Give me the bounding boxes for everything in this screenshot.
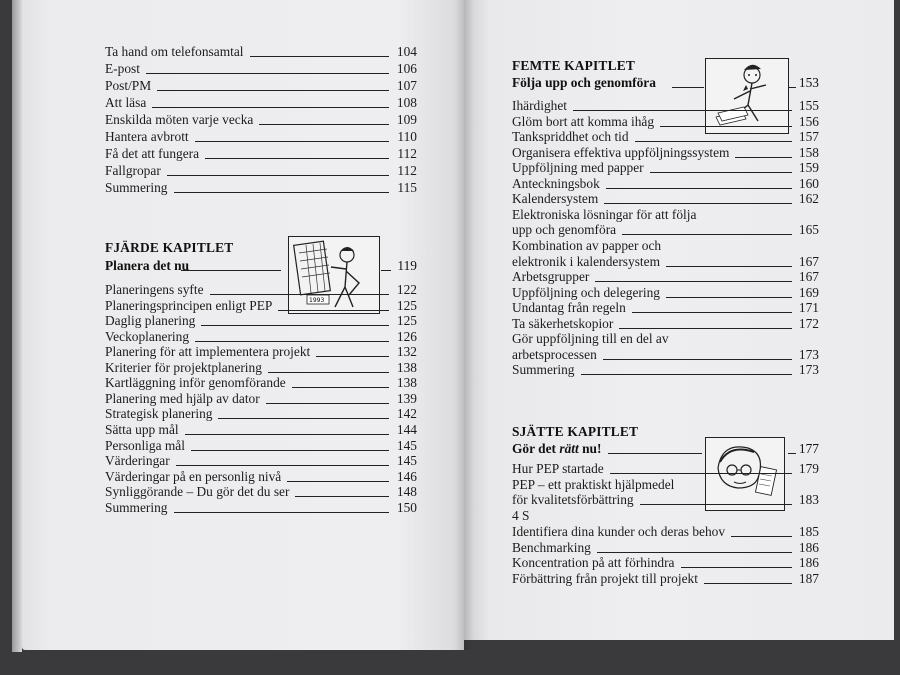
toc-entry-page: 112 [397, 163, 417, 178]
toc-entry-leader [635, 141, 792, 142]
toc-entry [512, 331, 819, 347]
toc-entry-page: 185 [798, 523, 819, 539]
toc-entry-page: 167 [798, 269, 819, 285]
toc-entry-page: 171 [798, 300, 819, 316]
toc-entry-leader [259, 124, 389, 125]
toc-entry-title: Undantag från regeln [512, 300, 626, 316]
toc-entry [512, 129, 819, 145]
chapter-title-4-leader [181, 270, 281, 271]
toc-entry-title: för kvalitetsförbättring [512, 492, 634, 508]
toc-entry-leader [610, 473, 792, 474]
toc-entry-title: arbetsprocessen [512, 346, 597, 362]
toc-entry-leader [681, 567, 793, 568]
toc-entry-page: 159 [798, 160, 819, 176]
toc-entry-page: 173 [798, 346, 819, 362]
chapter-title-6-emph: rätt [559, 441, 579, 456]
toc-entry-page: 132 [396, 344, 417, 360]
toc-entry-page: 138 [396, 375, 417, 391]
toc-entry-page: 110 [397, 129, 417, 144]
toc-entry-leader [201, 325, 389, 326]
toc-entry-title: Sätta upp mål [105, 421, 179, 437]
toc-entry-title: Organisera effektiva uppföljningssystem [512, 144, 730, 160]
toc-entry [105, 500, 417, 516]
toc-entry-leader [731, 536, 792, 537]
toc-entry-leader [660, 126, 792, 127]
toc-entry-title: Anteckningsbok [512, 175, 600, 191]
toc-entry-title: Personliga mål [105, 437, 185, 453]
toc-entry-page: 160 [798, 175, 819, 191]
toc-entry-leader [650, 172, 792, 173]
toc-entry-page: 115 [397, 180, 417, 195]
toc-entry-title: Elektroniska lösningar för att följa [512, 206, 697, 222]
toc-entry [512, 285, 819, 301]
chapter-title-6-prefix: Gör det [512, 441, 560, 456]
toc-entry-title: Koncentration på att förhindra [512, 555, 675, 571]
toc-entry-page: 109 [396, 112, 417, 127]
toc-entry-page: 156 [798, 113, 819, 129]
toc-entry-page: 125 [396, 297, 417, 313]
toc-entry-title: Daglig planering [105, 313, 196, 329]
toc-entry-page: 186 [798, 555, 819, 571]
toc-entry [512, 540, 819, 556]
chapter-heading-4: FJÄRDE KAPITLET [105, 240, 234, 255]
toc-entry [512, 222, 819, 238]
toc-entry-title: Värderingar [105, 453, 170, 469]
toc-entry-leader [152, 107, 389, 108]
toc-entry [105, 406, 417, 422]
toc-entry [512, 362, 819, 378]
toc-entry [512, 508, 819, 524]
toc-entry-title: Att läsa [105, 95, 147, 110]
toc-entry-page: 107 [396, 78, 417, 93]
chapter-title-6-text [512, 441, 601, 457]
toc-entry-title: Förbättring från projekt till projekt [512, 570, 698, 586]
toc-entry-title: upp och genomföra [512, 222, 617, 238]
toc-entry-title: Få det att fungera [105, 146, 200, 161]
toc-entry-leader [597, 552, 792, 553]
toc-entry-title: Planering för att implementera projekt [105, 344, 311, 360]
toc-entry [512, 176, 819, 192]
chapter-title-4-leader-right [381, 270, 391, 271]
toc-entry [512, 269, 819, 285]
toc-entry [512, 191, 819, 207]
toc-entry-page: 162 [798, 191, 819, 207]
toc-entry [512, 254, 819, 270]
toc-entry-page: 104 [396, 44, 417, 59]
toc-entry [105, 360, 417, 376]
toc-entry-page: 158 [798, 144, 819, 160]
toc-entry [105, 282, 417, 298]
toc-entry-title: Veckoplanering [105, 328, 190, 344]
toc-entry-leader [174, 192, 390, 193]
toc-entry-title: Gör uppföljning till en del av [512, 331, 669, 347]
toc-entry-page: 108 [396, 95, 417, 110]
toc-entry-title: 4 S [512, 508, 530, 524]
toc-entry [105, 313, 417, 329]
toc-entry [105, 329, 417, 345]
toc-entry-page: 139 [396, 390, 417, 406]
toc-entry-title: Glöm bort att komma ihåg [512, 113, 655, 129]
toc-entry-title: PEP – ett praktiskt hjälpmedel [512, 476, 675, 492]
chapter-title-4-page: 119 [397, 258, 417, 273]
toc-entry-leader [581, 374, 793, 375]
toc-entry [105, 129, 417, 145]
toc-entry-leader [666, 297, 792, 298]
toc-entry-page: 146 [396, 468, 417, 484]
toc-entry [105, 344, 417, 360]
toc-entry-title: Uppföljning med papper [512, 160, 644, 176]
toc-entry-title: Kartläggning inför genomförande [105, 375, 286, 391]
toc-entry [512, 492, 819, 508]
toc-entry [105, 78, 417, 94]
toc-entry [105, 61, 417, 77]
chapter-title-6-leader-right [788, 453, 796, 454]
toc-entry [512, 524, 819, 540]
toc-entry-page: 148 [396, 484, 417, 500]
toc-entry-leader [619, 328, 792, 329]
toc-entry [105, 95, 417, 111]
toc-entry-title: Post/PM [105, 78, 152, 93]
toc-entry-page: 144 [396, 421, 417, 437]
toc-entry-page: 172 [798, 315, 819, 331]
chapter-heading-5: FEMTE KAPITLET [512, 58, 635, 73]
toc-entry-leader [185, 434, 389, 435]
toc-entry [105, 298, 417, 314]
toc-entry-leader [595, 281, 792, 282]
toc-entry-title: Benchmarking [512, 539, 591, 555]
toc-entry-leader [176, 465, 389, 466]
toc-entry-leader [573, 110, 792, 111]
toc-entry [105, 44, 417, 60]
toc-entry-leader [191, 450, 389, 451]
toc-entry-page: 145 [396, 453, 417, 469]
toc-entry [512, 207, 819, 223]
toc-entry-leader [205, 158, 389, 159]
svg-text:1993: 1993 [309, 297, 325, 304]
toc-entry-title: Uppföljning och delegering [512, 284, 661, 300]
toc-entry-page: 125 [396, 313, 417, 329]
toc-entry-page: 165 [798, 222, 819, 238]
toc-entry [512, 114, 819, 130]
toc-entry-title: Planeringens syfte [105, 282, 204, 297]
toc-entry-leader [292, 387, 389, 388]
toc-entry [105, 453, 417, 469]
toc-entry-title: Kalendersystem [512, 191, 599, 207]
toc-entry [105, 180, 417, 196]
toc-entry-title: elektronik i kalendersystem [512, 253, 660, 269]
toc-entry-page: 169 [798, 284, 819, 300]
toc-entry [105, 375, 417, 391]
toc-entry-page: 157 [798, 129, 819, 145]
toc-entry-leader [603, 359, 792, 360]
chapter-title-5-leader [672, 87, 704, 88]
toc-entry-title: Hantera avbrott [105, 129, 189, 144]
toc-entry-leader [157, 90, 389, 91]
toc-entry-leader [704, 583, 792, 584]
toc-entry-leader [218, 418, 389, 419]
toc-entry-page: 183 [798, 492, 819, 508]
toc-entry-title: Värderingar på en personlig nivå [105, 468, 282, 484]
toc-entry-title: Hur PEP startade [512, 461, 604, 476]
toc-entry [512, 145, 819, 161]
toc-entry-leader [210, 294, 389, 295]
toc-entry-page: 187 [798, 570, 819, 586]
toc-entry-leader [606, 188, 792, 189]
toc-entry-page: 138 [396, 359, 417, 375]
toc-entry [512, 477, 819, 493]
toc-entry [512, 571, 819, 587]
toc-entry-title: E-post [105, 61, 140, 76]
toc-entry-leader [316, 356, 389, 357]
toc-entry-leader [632, 312, 792, 313]
toc-entry [512, 98, 819, 114]
chapter-heading-6: SJÄTTE KAPITLET [512, 424, 639, 439]
chapter-title-6-page: 177 [798, 441, 819, 456]
toc-entry-title: Kriterier för projektplanering [105, 359, 262, 375]
toc-entry-page: 106 [396, 61, 417, 76]
toc-entry-page: 122 [396, 282, 417, 297]
toc-entry-leader [167, 175, 389, 176]
toc-entry [105, 422, 417, 438]
toc-entry-title: Tankspriddhet och tid [512, 129, 629, 145]
toc-entry-page: 186 [798, 539, 819, 555]
toc-entry [105, 146, 417, 162]
toc-entry [105, 112, 417, 128]
chapter-title-6-leader [608, 453, 702, 454]
toc-entry [512, 300, 819, 316]
toc-entry-leader [266, 403, 389, 404]
toc-entry-leader [195, 141, 389, 142]
toc-entry-leader [666, 266, 792, 267]
toc-entry-page: 112 [397, 146, 417, 161]
toc-entry-title: Identifiera dina kunder och deras behov [512, 523, 726, 539]
book-edge [12, 0, 22, 652]
toc-entry-leader [195, 341, 389, 342]
toc-entry-page: 145 [396, 437, 417, 453]
toc-entry-page: 150 [396, 499, 417, 515]
toc-entry-title: Ta hand om telefonsamtal [105, 44, 244, 59]
toc-entry-leader [278, 310, 389, 311]
toc-entry-leader [146, 73, 389, 74]
toc-entry-page: 167 [798, 253, 819, 269]
toc-entry [105, 163, 417, 179]
toc-entry-leader [250, 56, 389, 57]
toc-entry [512, 461, 819, 477]
toc-entry-title: Planeringsprincipen enligt PEP [105, 297, 273, 313]
toc-entry [512, 316, 819, 332]
toc-entry-page: 142 [396, 406, 417, 422]
toc-entry-title: Strategisk planering [105, 406, 213, 422]
toc-entry [105, 469, 417, 485]
toc-entry-leader [622, 234, 792, 235]
toc-entry-title: Ihärdighet [512, 98, 568, 113]
toc-entry-page: 126 [396, 328, 417, 344]
chapter-title-6-suffix: nu! [578, 441, 602, 456]
toc-entry [105, 391, 417, 407]
toc-entry [512, 238, 819, 254]
toc-entry-title: Summering [105, 180, 168, 195]
toc-entry-leader [174, 512, 390, 513]
toc-entry-title: Kombination av papper och [512, 237, 662, 253]
toc-entry-page: 179 [798, 461, 819, 476]
toc-entry-leader [604, 203, 792, 204]
chapter-title-4-text: Planera det nu [105, 258, 190, 273]
toc-entry-leader [268, 372, 389, 373]
toc-entry-leader [287, 481, 389, 482]
toc-entry-title: Planering med hjälp av dator [105, 390, 260, 406]
toc-entry-title: Synliggörande – Du gör det du ser [105, 484, 290, 500]
toc-entry-title: Ta säkerhetskopior [512, 315, 614, 331]
toc-entry-title: Enskilda möten varje vecka [105, 112, 254, 127]
toc-entry [512, 347, 819, 363]
book-gutter [454, 0, 474, 650]
toc-entry-leader [735, 157, 792, 158]
toc-entry-page: 155 [798, 98, 819, 113]
toc-entry-leader [640, 504, 792, 505]
toc-entry [512, 555, 819, 571]
toc-entry-title: Summering [105, 499, 168, 515]
toc-entry [105, 484, 417, 500]
toc-entry-leader [295, 496, 389, 497]
chapter-title-5-text: Följa upp och genomföra [512, 75, 656, 90]
toc-entry-page: 173 [798, 362, 819, 378]
toc-entry [105, 438, 417, 454]
toc-entry-title: Summering [512, 362, 575, 378]
toc-entry-title: Arbetsgrupper [512, 269, 590, 285]
toc-entry [512, 160, 819, 176]
chapter-title-5-page: 153 [798, 75, 819, 90]
toc-entry-title: Fallgropar [105, 163, 161, 178]
